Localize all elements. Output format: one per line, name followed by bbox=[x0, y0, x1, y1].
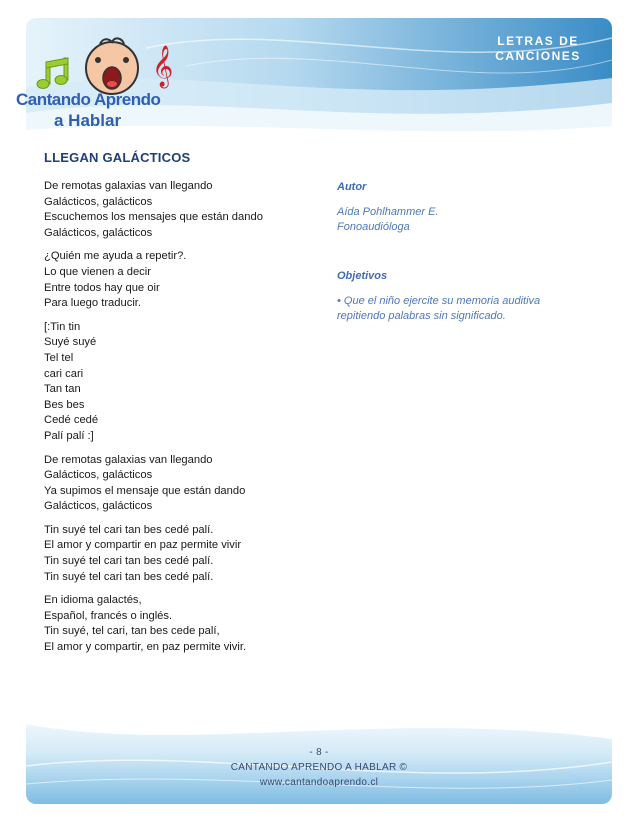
lyric-line: El amor y compartir, en paz permite vivir. bbox=[44, 641, 247, 654]
header-label-line1: LETRAS DE bbox=[497, 34, 579, 48]
lyric-line: Ya supimos el mensaje que están dando bbox=[44, 484, 246, 497]
logo-mascot-icon bbox=[12, 18, 172, 96]
lyric-line: [:Tin tin bbox=[44, 320, 81, 333]
stanza bbox=[44, 593, 314, 655]
song-title: LLEGAN GALÁCTICOS bbox=[44, 150, 191, 165]
lyric-line: Galácticos, galácticos bbox=[44, 195, 153, 208]
svg-text:𝄞: 𝄞 bbox=[152, 46, 172, 87]
header-section-label bbox=[478, 34, 598, 64]
footer-text bbox=[0, 745, 638, 790]
stanza bbox=[44, 179, 314, 241]
author-name: Aída Pohlhammer E. bbox=[337, 206, 439, 218]
baby-face-icon bbox=[86, 38, 138, 94]
lyric-line: Tan tan bbox=[44, 383, 81, 396]
lyric-line: De remotas galaxias van llegando bbox=[44, 453, 213, 466]
stanza bbox=[44, 453, 314, 515]
lyric-line: En idioma galactés, bbox=[44, 594, 142, 607]
lyric-line: Entre todos hay que oir bbox=[44, 281, 160, 294]
footer-copyright: CANTANDO APRENDO A HABLAR © bbox=[230, 762, 408, 773]
lyric-line: Bes bes bbox=[44, 398, 85, 411]
lyric-line: De remotas galaxias van llegando bbox=[44, 180, 213, 192]
lyric-line: ¿Quién me ayuda a repetir?. bbox=[44, 250, 187, 263]
stanza bbox=[44, 320, 314, 445]
lyric-line: cari cari bbox=[44, 367, 84, 380]
lyric-line: Cedé cedé bbox=[44, 414, 99, 427]
objective-line: repitiendo palabras sin significado. bbox=[337, 310, 506, 322]
lyric-line: El amor y compartir en paz permite vivir bbox=[44, 539, 242, 552]
objective-line: • Que el niño ejercite su memoria auditiva bbox=[337, 295, 541, 307]
lyric-line: Galácticos, galácticos bbox=[44, 500, 153, 513]
stanza bbox=[44, 249, 314, 311]
footer-website-link[interactable]: www.cantandoaprendo.cl bbox=[259, 777, 379, 788]
author-heading: Autor bbox=[337, 181, 367, 193]
lyric-line: Galácticos, galácticos bbox=[44, 469, 153, 482]
lyric-line: Tin suyé tel cari tan bes cedé palí. bbox=[44, 555, 214, 568]
lyric-line: Galácticos, galácticos bbox=[44, 226, 153, 239]
lyric-line: Lo que vienen a decir bbox=[44, 265, 151, 278]
author-role: Fonoaudióloga bbox=[337, 221, 410, 233]
logo-text-main: Cantando Aprendo bbox=[16, 90, 161, 109]
logo-text-line1 bbox=[16, 90, 160, 110]
stanza bbox=[44, 523, 314, 585]
lyric-line: Tin suyé tel cari tan bes cedé palí. bbox=[44, 523, 214, 536]
music-note-icon bbox=[37, 58, 68, 89]
info-sidebar bbox=[337, 180, 597, 324]
lyric-line: Tin suyé tel cari tan bes cedé palí. bbox=[44, 570, 214, 583]
lyrics-column bbox=[44, 179, 314, 664]
treble-clef-icon bbox=[152, 45, 172, 88]
objectives-heading: Objetivos bbox=[337, 270, 388, 282]
lyric-line: Tin suyé, tel cari, tan bes cede palí, bbox=[44, 625, 220, 638]
lyric-line: Tel tel bbox=[44, 351, 74, 364]
logo-text-line2: a Hablar bbox=[54, 111, 122, 130]
lyric-line: Para luego traducir. bbox=[44, 297, 142, 310]
header-label-line2: CANCIONES bbox=[495, 49, 581, 63]
lyric-line: Palí palí :] bbox=[44, 429, 94, 442]
lyric-line: Escuchemos los mensajes que están dando bbox=[44, 211, 263, 224]
logo bbox=[12, 18, 172, 130]
page-number: - 8 - bbox=[309, 747, 329, 758]
lyric-line: Español, francés o inglés. bbox=[44, 609, 173, 622]
lyric-line: Suyé suyé bbox=[44, 336, 97, 349]
